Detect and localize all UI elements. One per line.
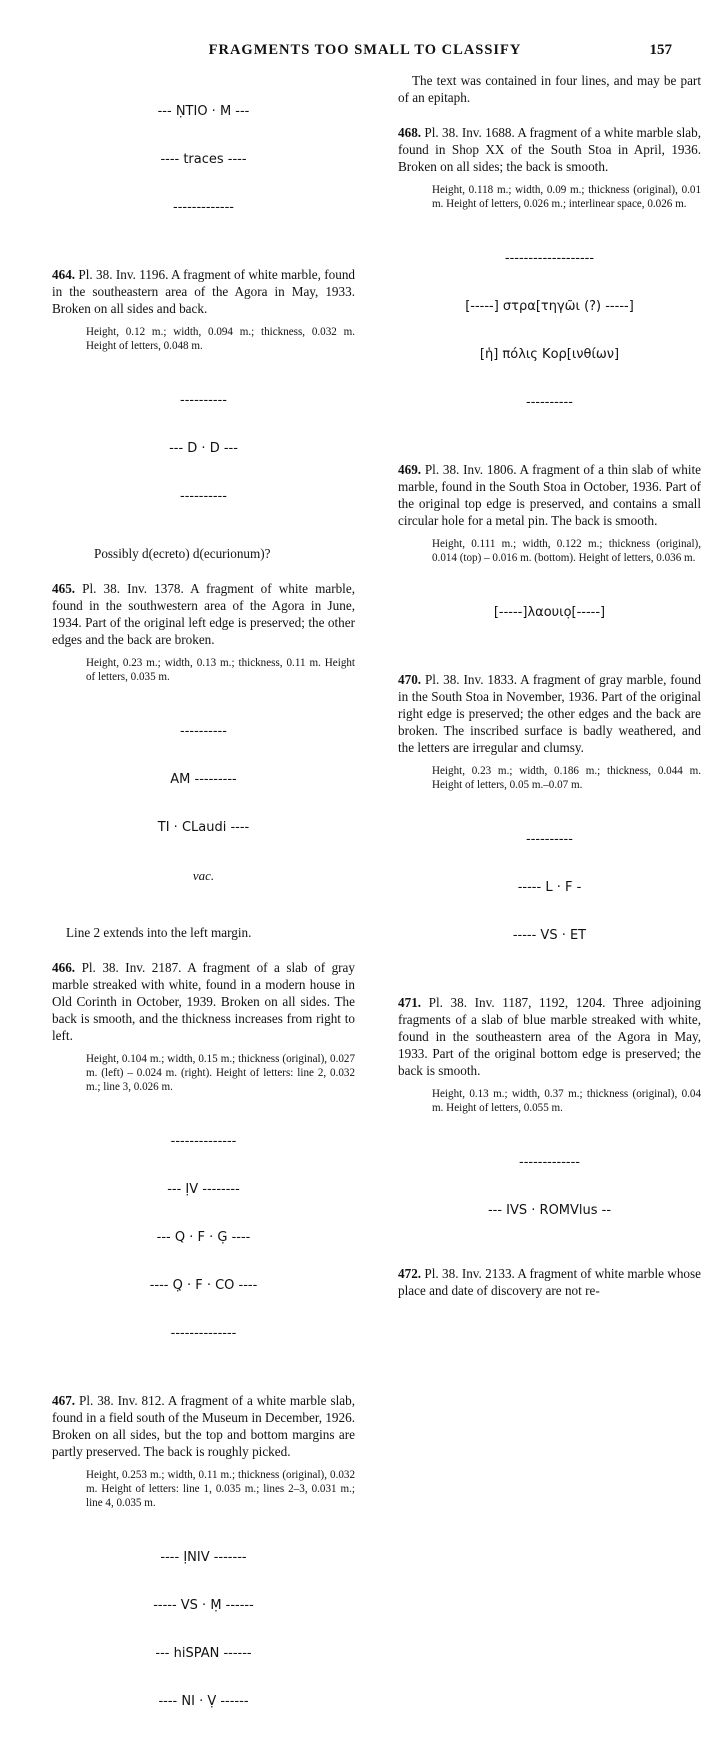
- inscription-line: [-----]λαουιο̣[-----]: [493, 605, 606, 620]
- entry-464: [52, 266, 355, 562]
- inscription-line: ----------: [180, 489, 227, 504]
- entry-description: Pl. 38. Inv. 2187. A fragment of a slab of gray marble streaked with white, found in a modern house in Old Corinth in October, 1939. Broken on all sides. The back is smooth, and the thickness increases from right to left.: [52, 960, 355, 1043]
- inscription-line: ---- Q̣ · F · CO ----: [149, 1278, 258, 1293]
- entry-description: Pl. 38. Inv. 812. A fragment of a white marble slab, found in a field south of the Museum in December, 1926. Broken on all sides, but the top and bottom margins are partly preserved. The back is roughly picked.: [52, 1393, 355, 1459]
- running-header: [58, 42, 672, 62]
- inscription-line: --- Q · F · G̣ ----: [156, 1230, 251, 1245]
- inscription: [52, 692, 355, 916]
- measurements: Height, 0.118 m.; width, 0.09 m.; thickness (original), 0.01 m. Height of letters, 0.026 m.; interlinear space, 0.026 m.: [432, 184, 701, 210]
- entry-471: [398, 994, 701, 1251]
- entry-469: [398, 461, 701, 653]
- measurements: Height, 0.12 m.; width, 0.094 m.; thickness, 0.032 m. Height of letters, 0.048 m.: [86, 326, 355, 352]
- inscription: [52, 1518, 355, 1742]
- inscription-line: --- ỊV --------: [167, 1182, 240, 1197]
- inscription-line: ----------: [180, 724, 227, 739]
- entry-465: [52, 580, 355, 941]
- inscription-line: AM ---------: [170, 772, 237, 787]
- inscription-line: -------------: [519, 1155, 580, 1170]
- inscription-line: ---- traces ----: [160, 152, 247, 167]
- entry-number: 471.: [398, 995, 422, 1010]
- entry-number: 464.: [52, 267, 76, 282]
- inscription: [398, 573, 701, 653]
- continued-text: The text was contained in four lines, and may be part of an epitaph.: [398, 73, 701, 105]
- inscription: [398, 219, 701, 443]
- inscription: [52, 1102, 355, 1374]
- inscription-line: [ἡ] πόλις Κορ[ινθίων]: [479, 347, 620, 362]
- entry-description: Pl. 38. Inv. 1833. A fragment of gray marble, found in the South Stoa in November, 1936. Part of the original right edge is preserved; the other edges and the back are broken. The inscribed surface is badly weathered, and the letters are irregular and clumsy.: [398, 672, 702, 755]
- measurements: Height, 0.13 m.; width, 0.37 m.; thickness (original), 0.04 m. Height of letters, 0.055 m.: [432, 1088, 701, 1114]
- inscription-line: ---- NI · Ṿ ------: [158, 1694, 249, 1709]
- entry-description: Pl. 38. Inv. 1187, 1192, 1204. Three adjoining fragments of a slab of blue marble streaked with white, found in the southeastern area of the Agora in May, 1933. Part of the original bottom edge is preserved; the back is smooth.: [398, 995, 701, 1078]
- entry-description: Pl. 38. Inv. 1378. A fragment of white marble, found in the southwestern area of the Agora in June, 1934. Part of the original left edge is preserved; the other edges and the back are broken.: [52, 581, 355, 647]
- inscription-line: ---- ỊNIV -------: [160, 1550, 247, 1565]
- entry-number: 467.: [52, 1393, 76, 1408]
- inscription-top: [52, 72, 355, 248]
- entry-number: 466.: [52, 960, 76, 975]
- page-number: 157: [649, 42, 672, 58]
- inscription-line: ----------: [526, 832, 573, 847]
- page-title: FRAGMENTS TOO SMALL TO CLASSIFY: [208, 42, 522, 58]
- inscription-line: TI · CLaudi ----: [157, 820, 250, 835]
- inscription-line: ----- VS · ET: [512, 928, 587, 943]
- measurements: Height, 0.253 m.; width, 0.11 m.; thickness (original), 0.032 m. Height of letters: line 1, 0.035 m.; lines 2–3, 0.031 m.; line 4, 0.035 m.: [86, 1469, 355, 1509]
- entry-description: Pl. 38. Inv. 2133. A fragment of white marble whose place and date of discovery are not re-: [398, 1266, 702, 1298]
- entry-472: [398, 1265, 701, 1299]
- inscription: [398, 1123, 701, 1251]
- entry-number: 469.: [398, 462, 422, 477]
- measurements: Height, 0.23 m.; width, 0.13 m.; thickness, 0.11 m. Height of letters, 0.035 m.: [86, 657, 355, 683]
- entry-description: Pl. 38. Inv. 1806. A fragment of a thin slab of white marble, found in the South Stoa in October, 1936. Part of the original top edge is preserved, and contains a small circular hole for a metal pin. The back is smooth.: [398, 462, 701, 528]
- entry-470: [398, 671, 701, 976]
- inscription-line: --------------: [170, 1134, 237, 1149]
- inscription-line: ----- VS · Ṃ ------: [153, 1598, 254, 1613]
- inscription-line: vac.: [192, 868, 215, 883]
- entry-number: 465.: [52, 581, 76, 596]
- inscription-line: --- hiSPAN ------: [155, 1646, 252, 1661]
- entry-number: 470.: [398, 672, 422, 687]
- inscription-line: --------------: [170, 1326, 237, 1341]
- inscription-line: ----- L · F -: [517, 880, 582, 895]
- commentary: Line 2 extends into the left margin.: [66, 925, 252, 940]
- entry-468: [398, 124, 701, 443]
- measurements: Height, 0.23 m.; width, 0.186 m.; thickness, 0.044 m. Height of letters, 0.05 m.–0.07 m.: [432, 765, 701, 791]
- commentary: Possibly d(ecreto) d(ecurionum)?: [94, 546, 271, 561]
- entry-466: [52, 959, 355, 1374]
- measurements: Height, 0.111 m.; width, 0.122 m.; thickness (original), 0.014 (top) – 0.016 m. (bottom). Height of letters, 0.036 m.: [432, 538, 701, 564]
- inscription-line: --- D · D ---: [169, 441, 238, 456]
- inscription-line: --- IVS · ROMVlus --: [487, 1203, 612, 1218]
- entry-number: 472.: [398, 1266, 422, 1281]
- inscription-line: --- ṆTIO · M ---: [157, 104, 250, 119]
- inscription: [398, 800, 701, 976]
- inscription-line: ----------: [526, 395, 573, 410]
- entry-467: [52, 1392, 355, 1742]
- measurements: Height, 0.104 m.; width, 0.15 m.; thickness (original), 0.027 m. (left) – 0.024 m. (right). Height of letters: line 2, 0.032 m.; line 3, 0.026 m.: [86, 1053, 355, 1093]
- entry-description: Pl. 38. Inv. 1688. A fragment of a white marble slab, found in Shop XX of the South Stoa in April, 1936. Broken on all sides; the back is smooth.: [398, 125, 701, 174]
- entry-number: 468.: [398, 125, 422, 140]
- inscription-line: ----------: [180, 393, 227, 408]
- left-column: [52, 72, 355, 1742]
- right-column: [398, 72, 701, 1299]
- inscription: [52, 361, 355, 537]
- inscription-line: [-----] στρα[τηγῶι (?) -----]: [465, 299, 634, 314]
- entry-description: Pl. 38. Inv. 1196. A fragment of white marble, found in the southeastern area of the Agora in May, 1933. Broken on all sides and back.: [52, 267, 356, 316]
- inscription-line: -------------------: [504, 251, 595, 266]
- inscription-line: -------------: [173, 200, 234, 215]
